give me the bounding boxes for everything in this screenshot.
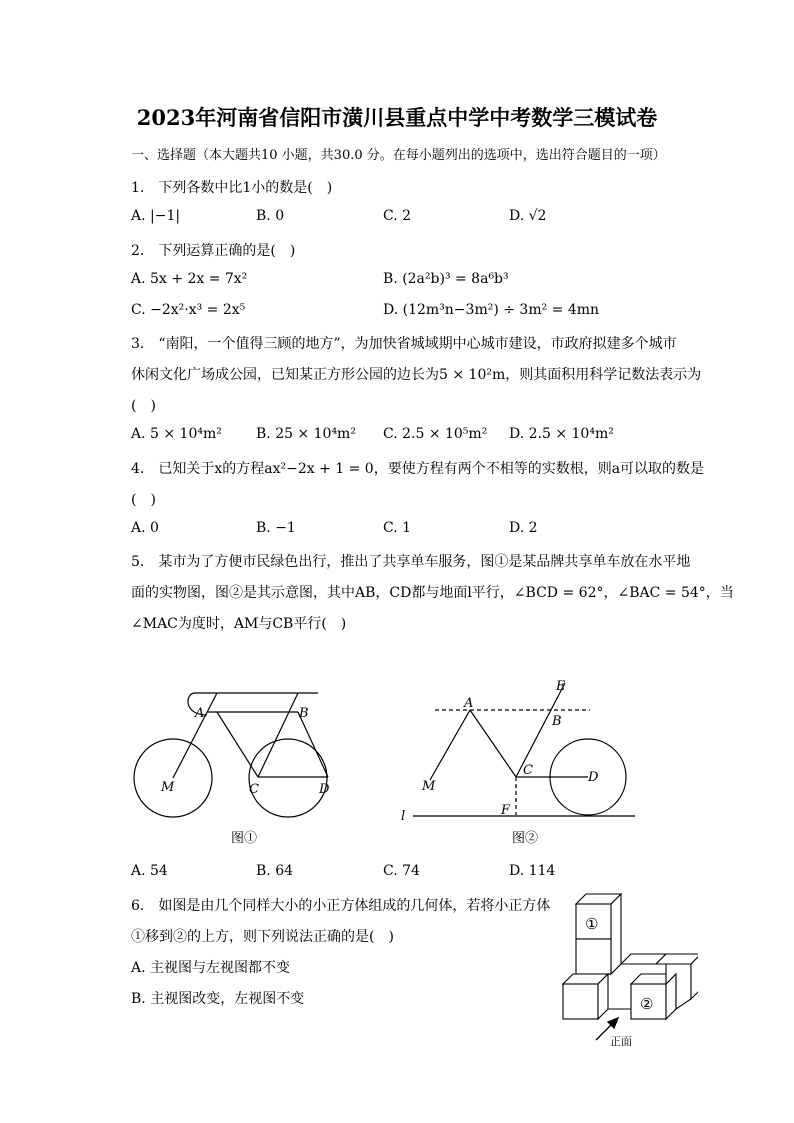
q4-option-d: D. 2 — [509, 520, 538, 536]
fig1-caption: 图① — [231, 831, 258, 846]
q3-option-c: C. 2.5 × 10⁵m² — [383, 426, 488, 442]
label-e: E — [556, 679, 566, 694]
q6-option-a: A. 主视图与左视图都不变 — [131, 960, 291, 976]
q3-option-b: B. 25 × 10⁴m² — [256, 426, 356, 442]
label-c: C — [249, 782, 259, 797]
q5-option-c: C. 74 — [383, 863, 420, 879]
bar-bc — [258, 693, 298, 777]
q1-option-d: D. √2 — [509, 208, 547, 224]
fig2-caption: 图② — [512, 831, 539, 846]
label-m: M — [422, 779, 436, 794]
q1-option-c: C. 2 — [383, 208, 412, 224]
question-6-line-2: ①移到②的上方，则下列说法正确的是( ) — [131, 929, 394, 945]
question-3-line-1: 3. “南阳，一个值得三顾的地方”，为加快省城域期中心城市建设，市政府拟建多个城市 — [131, 336, 677, 352]
label-c: C — [523, 763, 533, 778]
q6-option-b: B. 主视图改变，左视图不变 — [131, 991, 305, 1007]
label-b: B — [552, 714, 562, 729]
label-l: l — [401, 809, 406, 824]
line-ac — [470, 710, 516, 777]
bar-ac — [217, 712, 258, 777]
question-4-line-2: ( ) — [131, 492, 156, 508]
question-5-line-1: 5. 某市为了方便市民绿色出行，推出了共享单车服务，图①是某品牌共享单车放在水平地 — [131, 554, 691, 570]
q1-option-a: A. |−1| — [131, 208, 181, 224]
bicycle-figure — [125, 680, 335, 850]
q5-option-b: B. 64 — [256, 863, 294, 879]
q4-option-a: A. 0 — [131, 520, 159, 536]
q5-option-a: A. 54 — [131, 863, 168, 879]
q2-option-a: A. 5x + 2x = 7x² — [131, 271, 248, 287]
question-3-line-2: 休闲文化广场成公园，已知某正方形公园的边长为5 × 10²m，则其面积用科学记数法表示为 — [131, 367, 702, 383]
q1-option-b: B. 0 — [256, 208, 285, 224]
question-5-line-2: 面的实物图，图②是其示意图，其中AB，CD都与地面l平行，∠BCD = 62°，∠BAC = 54°，当 — [131, 585, 734, 601]
schematic-figure — [395, 675, 645, 850]
section-heading: 一、选择题（本大题共10 小题，共30.0 分。在每小题列出的选项中，选出符合题目的一项） — [131, 148, 666, 163]
cube-figure — [558, 892, 698, 1052]
label-d: D — [319, 782, 330, 797]
question-2: 2. 下列运算正确的是( ) — [131, 243, 296, 259]
question-5-line-3: ∠MAC为度时，AM与CB平行( ) — [131, 616, 347, 632]
cube-2-label: ② — [640, 995, 654, 1013]
label-m: M — [161, 780, 175, 795]
front-label: 正面 — [610, 1035, 632, 1048]
q2-option-d: D. (12m³n−3m²) ÷ 3m² = 4mn — [383, 302, 600, 318]
label-a: A — [195, 706, 205, 721]
cube-bottom-left — [563, 984, 598, 1019]
question-6-line-1: 6. 如图是由几个同样大小的小正方体组成的几何体，若将小正方体 — [131, 898, 551, 914]
question-4-line-1: 4. 已知关于x的方程ax²−2x + 1 = 0，要使方程有两个不相等的实数根，则a可以取的数是 — [131, 461, 705, 477]
label-f: F — [501, 803, 511, 818]
cube-column-side — [611, 894, 621, 974]
q4-option-c: C. 1 — [383, 520, 412, 536]
q5-option-d: D. 114 — [509, 863, 556, 879]
cube-1-label: ① — [585, 915, 599, 933]
page-title: 2023年河南省信阳市潢川县重点中学中考数学三模试卷 — [136, 105, 658, 130]
q3-option-d: D. 2.5 × 10⁴m² — [509, 426, 614, 442]
label-b: B — [299, 706, 309, 721]
q2-option-b: B. (2a²b)³ = 8a⁶b³ — [383, 271, 509, 287]
q2-option-c: C. −2x²·x³ = 2x⁵ — [131, 302, 246, 318]
line-am — [430, 710, 470, 780]
q4-option-b: B. −1 — [256, 520, 296, 536]
bar-bd — [298, 712, 328, 777]
label-d: D — [588, 770, 599, 785]
q3-option-a: A. 5 × 10⁴m² — [131, 426, 222, 442]
question-1: 1. 下列各数中比1小的数是( ) — [131, 180, 333, 196]
cube-mid-front — [576, 939, 611, 974]
label-a: A — [464, 696, 474, 711]
question-3-line-3: ( ) — [131, 398, 156, 414]
